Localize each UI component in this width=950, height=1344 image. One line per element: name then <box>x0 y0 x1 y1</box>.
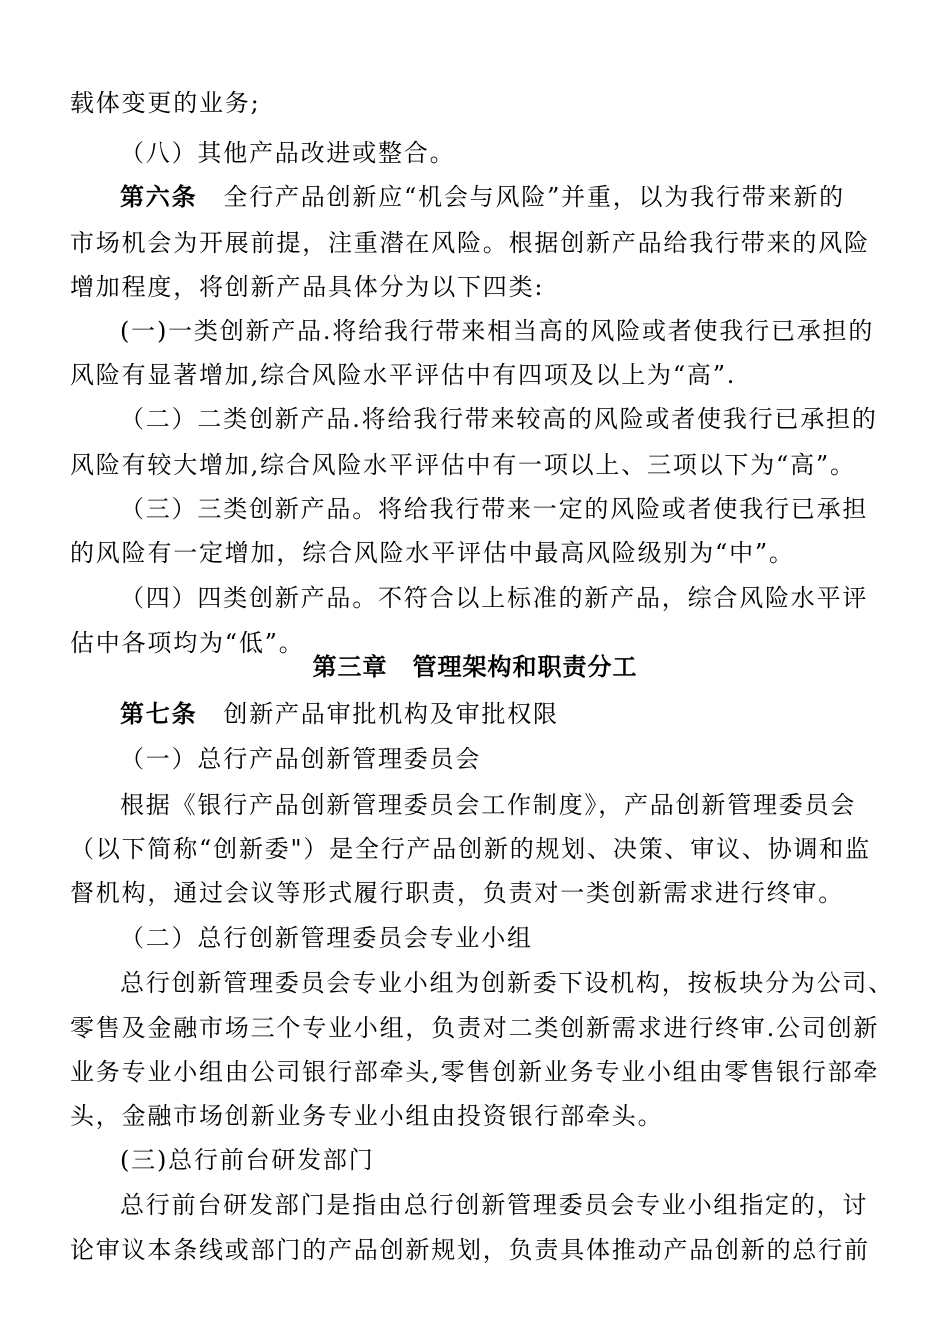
article-6-heading: 第六条 全行产品创新应“机会与风险”并重，以为我行带来新的 <box>120 182 845 211</box>
paragraph-line: 头，金融市场创新业务专业小组由投资银行部牵头。 <box>70 1102 664 1130</box>
paragraph-line: 风险有较大增加,综合风险水平评估中有一项以上、三项以下为“高”。 <box>70 451 856 479</box>
paragraph-line: 总行前台研发部门是指由总行创新管理委员会专业小组指定的，讨 <box>120 1191 869 1219</box>
list-item-8: （八）其他产品改进或整合。 <box>120 139 456 167</box>
paragraph-line: 市场机会为开展前提，注重潜在风险。根据创新产品给我行带来的风险 <box>70 229 870 257</box>
paragraph-line: 增加程度，将创新产品具体分为以下四类: <box>70 273 545 301</box>
category-2-item: （二）二类创新产品.将给我行带来较高的风险或者使我行已承担的 <box>120 405 878 433</box>
paragraph-line: 根据《银行产品创新管理委员会工作制度》，产品创新管理委员会 <box>120 791 857 819</box>
paragraph-line: 估中各项均为“低”。 <box>70 629 305 657</box>
paragraph-line: 论审议本条线或部门的产品创新规划，负责具体推动产品创新的总行前 <box>70 1236 870 1264</box>
article-7-heading: 第七条 创新产品审批机构及审批权限 <box>120 699 559 728</box>
paragraph-line: 的风险有一定增加，综合风险水平评估中最高风险级别为“中”。 <box>70 539 795 567</box>
paragraph-line: （以下简称“创新委"）是全行产品创新的规划、决策、审议、协调和监 <box>70 835 871 863</box>
paragraph-line: 风险有显著增加,综合风险水平评估中有四项及以上为“高”. <box>70 361 737 389</box>
section-3-heading: (三)总行前台研发部门 <box>120 1146 375 1174</box>
paragraph-line: 业务专业小组由公司银行部牵头,零售创新业务专业小组由零售银行部牵 <box>70 1058 880 1086</box>
article-label: 第七条 <box>120 699 198 728</box>
paragraph-line: 零售及金融市场三个专业小组，负责对二类创新需求进行终审.公司创新 <box>70 1014 880 1042</box>
paragraph-line: 载体变更的业务; <box>70 89 261 117</box>
paragraph-line: 督机构，通过会议等形式履行职责，负责对一类创新需求进行终审。 <box>70 879 844 907</box>
category-4-item: （四）四类创新产品。不符合以上标准的新产品，综合风险水平评 <box>120 584 869 612</box>
section-2-heading: （二）总行创新管理委员会专业小组 <box>120 924 533 952</box>
section-1-heading: （一）总行产品创新管理委员会 <box>120 745 482 773</box>
category-1-item: (一)一类创新产品.将给我行带来相当高的风险或者使我行已承担的 <box>120 317 875 345</box>
paragraph-line: 总行创新管理委员会专业小组为创新委下设机构，按板块分为公司、 <box>120 969 894 997</box>
category-3-item: （三）三类创新产品。将给我行带来一定的风险或者使我行已承担 <box>120 495 869 523</box>
article-label: 第六条 <box>120 182 198 211</box>
chapter-3-title: 第三章 管理架构和职责分工 <box>312 653 638 681</box>
